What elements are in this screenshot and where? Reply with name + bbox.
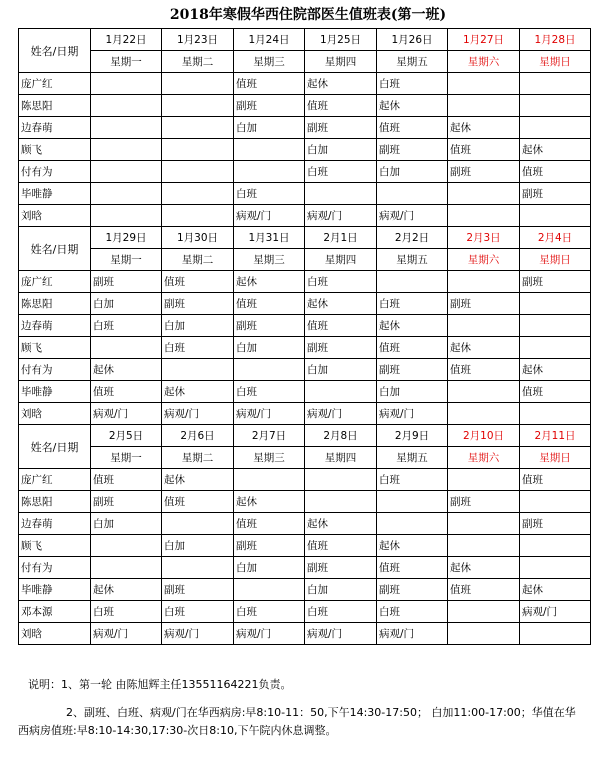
shift-cell [162, 95, 234, 117]
shift-cell [91, 73, 162, 95]
table-row [19, 381, 591, 403]
doctor-name-cell: 陈思阳 [19, 491, 91, 513]
shift-cell: 白加 [162, 315, 234, 337]
shift-cell: 白加 [234, 337, 305, 359]
shift-cell: 副班 [91, 491, 162, 513]
shift-cell: 值班 [305, 315, 377, 337]
shift-cell: 副班 [448, 161, 520, 183]
shift-cell [234, 469, 305, 491]
shift-cell [448, 403, 520, 425]
shift-cell: 值班 [91, 469, 162, 491]
weekday-cell: 星期日 [520, 447, 591, 469]
date-cell: 2月8日 [305, 425, 377, 447]
weekday-cell: 星期三 [234, 51, 305, 73]
weekday-cell: 星期六 [448, 249, 520, 271]
shift-cell: 值班 [520, 381, 591, 403]
table-row [19, 403, 591, 425]
shift-cell [448, 623, 520, 645]
shift-cell [448, 95, 520, 117]
date-cell: 1月26日 [377, 29, 448, 51]
shift-cell: 副班 [520, 513, 591, 535]
shift-cell [448, 535, 520, 557]
shift-cell: 值班 [520, 469, 591, 491]
shift-cell [162, 557, 234, 579]
shift-cell: 白加 [377, 161, 448, 183]
shift-cell: 起休 [520, 359, 591, 381]
shift-cell: 起休 [377, 535, 448, 557]
shift-cell [91, 205, 162, 227]
shift-cell: 起休 [520, 139, 591, 161]
doctor-name-cell: 付有为 [19, 557, 91, 579]
shift-cell [162, 205, 234, 227]
shift-cell: 白班 [162, 601, 234, 623]
shift-cell: 白加 [377, 381, 448, 403]
shift-cell [234, 359, 305, 381]
shift-cell: 起休 [234, 491, 305, 513]
weekday-cell: 星期二 [162, 249, 234, 271]
doctor-name-cell: 边春萌 [19, 513, 91, 535]
table-row [19, 623, 591, 645]
date-cell: 2月2日 [377, 227, 448, 249]
shift-cell: 值班 [448, 139, 520, 161]
shift-cell [520, 95, 591, 117]
shift-cell [91, 557, 162, 579]
shift-cell: 副班 [377, 139, 448, 161]
date-cell: 1月25日 [305, 29, 377, 51]
shift-cell [162, 161, 234, 183]
shift-cell: 病观/门 [520, 601, 591, 623]
shift-cell [91, 117, 162, 139]
table-row [19, 271, 591, 293]
table-row [19, 513, 591, 535]
weekday-cell: 星期六 [448, 51, 520, 73]
date-cell: 2月10日 [448, 425, 520, 447]
table-row [19, 315, 591, 337]
doctor-name-cell: 邓本源 [19, 601, 91, 623]
shift-cell: 病观/门 [234, 623, 305, 645]
shift-cell [448, 271, 520, 293]
shift-cell: 值班 [234, 73, 305, 95]
shift-cell: 起休 [162, 381, 234, 403]
shift-cell: 起休 [377, 95, 448, 117]
shift-cell [377, 513, 448, 535]
table-row [19, 359, 591, 381]
shift-cell: 白班 [91, 315, 162, 337]
shift-cell [162, 183, 234, 205]
shift-cell: 白班 [377, 601, 448, 623]
shift-cell [448, 469, 520, 491]
shift-cell [448, 73, 520, 95]
shift-cell: 病观/门 [305, 403, 377, 425]
date-cell: 1月27日 [448, 29, 520, 51]
doctor-name-cell: 毕唯静 [19, 381, 91, 403]
weekday-cell: 星期日 [520, 249, 591, 271]
shift-cell [234, 161, 305, 183]
shift-cell: 白班 [234, 183, 305, 205]
shift-cell: 值班 [305, 95, 377, 117]
weekday-cell: 星期一 [91, 51, 162, 73]
shift-cell: 病观/门 [234, 205, 305, 227]
shift-cell [162, 117, 234, 139]
table-row [19, 139, 591, 161]
shift-cell: 病观/门 [91, 403, 162, 425]
table-row [19, 73, 591, 95]
shift-cell: 病观/门 [162, 623, 234, 645]
table-row [19, 205, 591, 227]
shift-cell: 白班 [377, 73, 448, 95]
shift-cell: 值班 [162, 271, 234, 293]
date-cell: 1月24日 [234, 29, 305, 51]
shift-cell [162, 139, 234, 161]
shift-cell: 值班 [162, 491, 234, 513]
shift-cell: 副班 [448, 293, 520, 315]
shift-cell: 起休 [91, 359, 162, 381]
date-cell: 1月28日 [520, 29, 591, 51]
shift-cell: 白班 [305, 161, 377, 183]
date-cell: 1月30日 [162, 227, 234, 249]
doctor-name-cell: 刘晗 [19, 205, 91, 227]
doctor-name-cell: 刘晗 [19, 403, 91, 425]
shift-cell [520, 117, 591, 139]
header-label: 姓名/日期 [19, 227, 91, 271]
shift-cell [305, 183, 377, 205]
shift-cell [91, 161, 162, 183]
shift-cell: 副班 [162, 579, 234, 601]
table-row [19, 95, 591, 117]
shift-cell: 白加 [234, 117, 305, 139]
date-cell: 2月3日 [448, 227, 520, 249]
note-line-1: 说明：1、第一轮 由陈旭辉主任13551164221负责。 [28, 678, 292, 691]
shift-cell: 病观/门 [305, 623, 377, 645]
weekday-cell: 星期二 [162, 447, 234, 469]
shift-cell: 值班 [520, 161, 591, 183]
shift-cell [91, 95, 162, 117]
shift-cell: 白班 [377, 293, 448, 315]
date-cell: 2月1日 [305, 227, 377, 249]
doctor-name-cell: 顾飞 [19, 337, 91, 359]
shift-cell: 值班 [448, 359, 520, 381]
shift-cell: 值班 [377, 337, 448, 359]
shift-cell: 病观/门 [162, 403, 234, 425]
doctor-name-cell: 庞广红 [19, 469, 91, 491]
shift-cell: 副班 [234, 95, 305, 117]
shift-cell: 病观/门 [305, 205, 377, 227]
shift-cell: 副班 [448, 491, 520, 513]
shift-cell [377, 271, 448, 293]
table-row [19, 293, 591, 315]
shift-cell: 值班 [377, 557, 448, 579]
shift-cell: 副班 [305, 337, 377, 359]
date-cell: 2月7日 [234, 425, 305, 447]
shift-cell [520, 557, 591, 579]
shift-cell: 值班 [91, 381, 162, 403]
notes-section [18, 676, 578, 740]
weekday-row [19, 51, 591, 73]
shift-cell: 副班 [520, 183, 591, 205]
shift-cell: 病观/门 [377, 205, 448, 227]
shift-cell [377, 491, 448, 513]
table-row [19, 579, 591, 601]
shift-cell: 副班 [377, 579, 448, 601]
shift-cell: 白加 [91, 513, 162, 535]
doctor-name-cell: 庞广红 [19, 271, 91, 293]
shift-cell: 白班 [305, 601, 377, 623]
shift-cell: 值班 [305, 535, 377, 557]
page-title: 2018年寒假华西住院部医生值班表(第一班) [169, 7, 447, 23]
weekday-cell: 星期三 [234, 249, 305, 271]
shift-cell: 白班 [234, 381, 305, 403]
date-cell: 2月11日 [520, 425, 591, 447]
table-row [19, 161, 591, 183]
doctor-name-cell: 付有为 [19, 359, 91, 381]
shift-cell [448, 381, 520, 403]
shift-cell: 白班 [162, 337, 234, 359]
shift-cell: 副班 [234, 315, 305, 337]
doctor-name-cell: 毕唯静 [19, 183, 91, 205]
shift-cell: 起休 [162, 469, 234, 491]
table-row [19, 337, 591, 359]
shift-cell [305, 469, 377, 491]
table-row [19, 183, 591, 205]
shift-cell [520, 491, 591, 513]
shift-cell [448, 513, 520, 535]
shift-cell [91, 183, 162, 205]
shift-cell: 副班 [377, 359, 448, 381]
date-row [19, 425, 591, 447]
shift-cell [520, 205, 591, 227]
table-row [19, 601, 591, 623]
weekday-cell: 星期五 [377, 51, 448, 73]
doctor-name-cell: 顾飞 [19, 535, 91, 557]
shift-cell: 副班 [305, 557, 377, 579]
table-row [19, 491, 591, 513]
weekday-row [19, 447, 591, 469]
shift-cell [162, 73, 234, 95]
shift-cell [520, 623, 591, 645]
shift-cell: 起休 [377, 315, 448, 337]
shift-cell: 起休 [305, 293, 377, 315]
shift-cell: 副班 [162, 293, 234, 315]
table-row [19, 535, 591, 557]
shift-cell: 起休 [234, 271, 305, 293]
weekday-cell: 星期六 [448, 447, 520, 469]
shift-cell: 值班 [448, 579, 520, 601]
date-cell: 1月29日 [91, 227, 162, 249]
shift-cell: 病观/门 [234, 403, 305, 425]
duty-roster-table [18, 28, 591, 645]
shift-cell: 起休 [520, 579, 591, 601]
doctor-name-cell: 顾飞 [19, 139, 91, 161]
weekday-cell: 星期四 [305, 447, 377, 469]
weekday-cell: 星期五 [377, 447, 448, 469]
date-cell: 2月6日 [162, 425, 234, 447]
weekday-row [19, 249, 591, 271]
shift-cell: 白加 [305, 359, 377, 381]
shift-cell [448, 601, 520, 623]
shift-cell: 病观/门 [91, 623, 162, 645]
weekday-cell: 星期三 [234, 447, 305, 469]
shift-cell [448, 315, 520, 337]
shift-cell: 值班 [234, 293, 305, 315]
header-label: 姓名/日期 [19, 29, 91, 73]
shift-cell [234, 579, 305, 601]
shift-cell [91, 337, 162, 359]
shift-cell: 起休 [305, 513, 377, 535]
date-row [19, 227, 591, 249]
shift-cell: 起休 [448, 117, 520, 139]
shift-cell: 白加 [91, 293, 162, 315]
shift-cell: 病观/门 [377, 623, 448, 645]
shift-cell: 白加 [305, 579, 377, 601]
shift-cell: 病观/门 [377, 403, 448, 425]
shift-cell [305, 381, 377, 403]
shift-cell [162, 359, 234, 381]
shift-cell: 起休 [91, 579, 162, 601]
shift-cell [520, 73, 591, 95]
shift-cell [91, 535, 162, 557]
shift-cell: 起休 [305, 73, 377, 95]
shift-cell: 副班 [520, 271, 591, 293]
shift-cell: 白班 [305, 271, 377, 293]
weekday-cell: 星期日 [520, 51, 591, 73]
date-row [19, 29, 591, 51]
note-line-2: 2、副班、白班、病观/门在华西病房:早8:10-11：50,下午14:30-17:50； 白加11:00-17:00；华值在华西病房值班:早8:10-14:30,17:30-次日8:10,下午院内休息调整。 [18, 706, 576, 737]
shift-cell: 起休 [448, 337, 520, 359]
shift-cell: 值班 [234, 513, 305, 535]
shift-cell: 起休 [448, 557, 520, 579]
shift-cell [162, 513, 234, 535]
shift-cell [305, 491, 377, 513]
weekday-cell: 星期四 [305, 249, 377, 271]
shift-cell: 白加 [305, 139, 377, 161]
doctor-name-cell: 陈思阳 [19, 293, 91, 315]
shift-cell: 副班 [234, 535, 305, 557]
date-cell: 2月5日 [91, 425, 162, 447]
shift-cell: 白班 [234, 601, 305, 623]
date-cell: 1月23日 [162, 29, 234, 51]
weekday-cell: 星期一 [91, 447, 162, 469]
shift-cell [520, 403, 591, 425]
doctor-name-cell: 毕唯静 [19, 579, 91, 601]
shift-cell [448, 205, 520, 227]
weekday-cell: 星期五 [377, 249, 448, 271]
shift-cell [520, 337, 591, 359]
table-row [19, 557, 591, 579]
date-cell: 1月31日 [234, 227, 305, 249]
shift-cell: 白班 [91, 601, 162, 623]
shift-cell: 副班 [91, 271, 162, 293]
shift-cell: 白班 [377, 469, 448, 491]
shift-cell: 白加 [162, 535, 234, 557]
doctor-name-cell: 刘晗 [19, 623, 91, 645]
header-label: 姓名/日期 [19, 425, 91, 469]
doctor-name-cell: 付有为 [19, 161, 91, 183]
shift-cell [234, 139, 305, 161]
doctor-name-cell: 边春萌 [19, 315, 91, 337]
weekday-cell: 星期四 [305, 51, 377, 73]
shift-cell [520, 315, 591, 337]
date-cell: 1月22日 [91, 29, 162, 51]
shift-cell: 值班 [377, 117, 448, 139]
shift-cell: 白加 [234, 557, 305, 579]
shift-cell [448, 183, 520, 205]
doctor-name-cell: 庞广红 [19, 73, 91, 95]
shift-cell [91, 139, 162, 161]
doctor-name-cell: 边春萌 [19, 117, 91, 139]
weekday-cell: 星期一 [91, 249, 162, 271]
shift-cell [520, 535, 591, 557]
table-row [19, 117, 591, 139]
table-row [19, 469, 591, 491]
shift-cell [520, 293, 591, 315]
weekday-cell: 星期二 [162, 51, 234, 73]
doctor-name-cell: 陈思阳 [19, 95, 91, 117]
shift-cell [377, 183, 448, 205]
shift-cell: 副班 [305, 117, 377, 139]
date-cell: 2月9日 [377, 425, 448, 447]
date-cell: 2月4日 [520, 227, 591, 249]
